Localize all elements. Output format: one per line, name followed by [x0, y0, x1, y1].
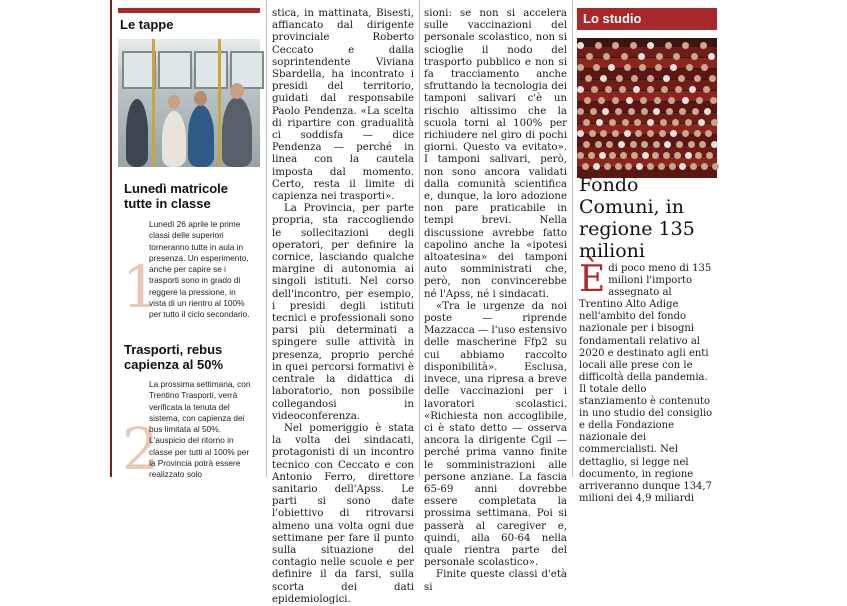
rightbox-title: Fondo Comuni, in regione 135 milioni [579, 174, 695, 262]
audience-head [659, 130, 666, 137]
rightbox-header-label: Lo studio [583, 11, 642, 26]
sidebar-header: Le tappe [120, 17, 174, 32]
audience-head [701, 64, 708, 71]
audience-head [710, 97, 717, 104]
audience-head [653, 141, 660, 148]
audience-head [703, 86, 710, 93]
audience-head [631, 152, 638, 159]
audience-head [666, 108, 673, 115]
item2-title: Trasporti, rebus capienza al 50% [124, 342, 223, 372]
audience-head [586, 53, 593, 60]
audience-head [700, 42, 707, 49]
audience-head [621, 53, 628, 60]
audience-head [639, 64, 646, 71]
audience-head [583, 119, 590, 126]
column-rule [266, 0, 267, 477]
audience-head [641, 108, 648, 115]
audience-head [606, 141, 613, 148]
audience-head [612, 42, 619, 49]
audience-head [590, 108, 597, 115]
audience-head [647, 75, 654, 82]
audience-head [599, 152, 606, 159]
audience-head [692, 108, 699, 115]
audience-head [698, 119, 705, 126]
audience-head [582, 163, 589, 170]
audience-head [602, 108, 609, 115]
audience-head [685, 152, 692, 159]
audience-head [620, 152, 627, 159]
audience-head [577, 108, 584, 115]
audience-head [674, 152, 681, 159]
audience-head [609, 152, 616, 159]
rightbox-body [579, 259, 715, 505]
audience-head [624, 130, 631, 137]
audience-head [699, 141, 706, 148]
audience-head [664, 141, 671, 148]
audience-head [660, 119, 667, 126]
audience-head [673, 53, 680, 60]
left-margin-rule [110, 0, 112, 477]
audience-head [624, 64, 631, 71]
audience-head [670, 130, 677, 137]
audience-head [647, 163, 654, 170]
audience-head [679, 163, 686, 170]
bus-interior-photo [118, 39, 260, 167]
audience-head [625, 163, 632, 170]
audience-head [706, 152, 713, 159]
audience-head [634, 119, 641, 126]
audience-head [654, 97, 661, 104]
audience-head [595, 141, 602, 148]
col1-paragraph: La Provincia, per parte propria, sta raccogliendo le sollecitazioni degli operatori, per definire la cornice, lasciando qualche margine di autonomia ai singoli istituti. Nel corso dell'incontro, per esempio, i presidi degli istituti tecnici e professionali sono parsi più determinati a spingere sulle attività in presenza, proprio perché in quei percorsi formativi è centrale la didattica di laboratorio, non possibile collegandosi in videoconferenza. [272, 203, 414, 422]
audience-head [669, 163, 676, 170]
audience-head [688, 141, 695, 148]
audience-head [615, 163, 622, 170]
audience-head [600, 75, 607, 82]
audience-head [628, 108, 635, 115]
audience-head [616, 75, 623, 82]
audience-head [691, 53, 698, 60]
sidebar-accent-bar [118, 8, 260, 13]
audience-head [675, 86, 682, 93]
audience-head [672, 119, 679, 126]
audience-head [577, 152, 584, 159]
audience-head [585, 75, 592, 82]
audience-head [655, 64, 662, 71]
audience-head [647, 119, 654, 126]
audience-head [663, 152, 670, 159]
col2-paragraph: Finite queste classi d'età si [424, 569, 567, 593]
audience-head [615, 108, 622, 115]
audience-head [622, 119, 629, 126]
audience-head [577, 64, 584, 71]
audience-head [641, 141, 648, 148]
col1-paragraph: Nel pomeriggio è stata la volta dei sindacati, protagonisti di un incontro tecnico con Ceccato e con Antonio Ferro, direttore sanitario dell'Apss. Le parti si sono date l'obiettivo di ritrovarsi almeno una volta ogni due settimane per fare il punto sulla situazione del contagio nelle scuole e per definire il da farsi, sulla scorta dei dati epidemiologici. [272, 422, 414, 605]
audience-head [596, 119, 603, 126]
article-column-2 [424, 8, 567, 594]
audience-head [668, 97, 675, 104]
audience-head [647, 42, 654, 49]
audience-head [690, 163, 697, 170]
audience-head [694, 130, 701, 137]
audience-head [665, 42, 672, 49]
sidebar-lo-studio [577, 0, 717, 504]
audience-head [593, 64, 600, 71]
audience-head [619, 86, 626, 93]
audience-head [638, 53, 645, 60]
audience-head [584, 97, 591, 104]
audience-head [612, 130, 619, 137]
audience-head [604, 163, 611, 170]
column-rule [419, 0, 420, 477]
col1-paragraph: stica, in mattinata, Bisesti, affiancato dal dirigente provinciale Roberto Ceccato e dalla soprintendente Viviana Sbardella, ha incontrato i presidi del territorio, guidati dal responsabile Paolo Pendenza. «La scelta di ripartire con gradualità ci soddisfa — dice Pendenza — perché in linea con la cautela imposta dal momento. Certo, resta il limite di capienza nei trasporti». [272, 8, 414, 203]
audience-head [630, 141, 637, 148]
audience-head [685, 119, 692, 126]
assembly-hall-photo [577, 38, 717, 168]
audience-head [689, 86, 696, 93]
audience-head [640, 97, 647, 104]
audience-head [653, 108, 660, 115]
audience-head [612, 97, 619, 104]
item1-title: Lunedì matricole tutte in classe [124, 181, 229, 211]
item1-body: Lunedì 26 aprile le prime classi delle superiori torneranno tutte in aula in presenza. Un esperimento, anche per capire se i trasporti sono in grado di reggere la pressione, in vista di un rientro al 100% per tutto il ciclo secondario. [149, 219, 250, 320]
article-column-1 [272, 8, 414, 606]
audience-head [626, 97, 633, 104]
audience-head [679, 108, 686, 115]
audience-head [589, 130, 596, 137]
audience-head [682, 42, 689, 49]
audience-head [658, 163, 665, 170]
audience-head [609, 119, 616, 126]
audience-head [708, 53, 715, 60]
audience-head [682, 130, 689, 137]
dropcap: È [579, 259, 606, 300]
audience-head [705, 130, 712, 137]
item2-body: La prossima settimana, con Trentino Trasporti, verrà verificata la tenuta del sistema, con capienza dei bus limitata al 50%. L'auspicio del ritorno in classe per tutti al 100% per la Provincia potrà essere realizzato solo [149, 379, 251, 480]
audience-head [712, 163, 719, 170]
audience-head [686, 64, 693, 71]
audience-head [633, 86, 640, 93]
audience-head [636, 163, 643, 170]
column-rule [572, 0, 573, 477]
audience-head [656, 53, 663, 60]
item2-number: 2 [122, 415, 159, 483]
item1-number: 1 [122, 253, 159, 321]
audience-head [577, 86, 584, 93]
audience-head [588, 152, 595, 159]
audience-head [577, 130, 584, 137]
audience-head [709, 75, 716, 82]
audience-head [591, 86, 598, 93]
col2-paragraph: «Tra le urgenze da noi poste — riprende Mazzacca — l'uso estensivo delle mascherine Ffp2 su cui abbiamo raccolto disponibilità». Esclusa, invece, una ripresa a breve delle vaccinazioni per i lavoratori scolastici. «Richiesta non accoglibile, ci è stato detto — osserva ancora la dirigente Cgil — perché prima vanno finite le somministrazioni alle persone anziane. La fascia 65-69 anni dovrebbe essere completata la prossima settimana. Poi si passerà al caregiver e, quindi, alla 60-64 nella quale rientra parte del personale scolastico». [424, 300, 567, 569]
audience-head [678, 75, 685, 82]
audience-head [670, 64, 677, 71]
audience-head [647, 130, 654, 137]
sidebar-le-tappe [118, 0, 260, 483]
audience-head [676, 141, 683, 148]
audience-head [605, 86, 612, 93]
audience-head [603, 53, 610, 60]
rightbox-header [577, 8, 717, 30]
audience-head [593, 163, 600, 170]
audience-head [711, 119, 718, 126]
audience-head [630, 42, 637, 49]
audience-head [600, 130, 607, 137]
audience-head [695, 152, 702, 159]
audience-head [652, 152, 659, 159]
audience-head [631, 75, 638, 82]
audience-head [701, 163, 708, 170]
audience-head [635, 130, 642, 137]
audience-head [642, 152, 649, 159]
audience-head [583, 141, 590, 148]
audience-head [647, 86, 654, 93]
audience-head [618, 141, 625, 148]
audience-head [694, 75, 701, 82]
audience-head [682, 97, 689, 104]
audience-head [577, 42, 584, 49]
audience-head [704, 108, 711, 115]
col2-paragraph: sioni: se non si accelera sulle vaccinazioni del personale scolastico, non si sciogliе il nodo del trasporto pubblico e non si fa tracciamento anche sfruttando la tecnologia dei tamponi salivari c'è un rischio altissimo che la scuola torni al 100% per richiudere nel giro di pochi giorni. Questo va evitato». I tamponi salivari, però, non sono ancora validati dalla comunità scientifica e, dunque, la loro adozione non pare praticabile in tempi brevi. Nella discussione avrebbe fatto capolino anche la «ipotesi altoatesina» dei tamponi auto somministrati che, però, non convincerebbe né l'Apss, né i sindacati. [424, 8, 567, 300]
audience-head [598, 97, 605, 104]
audience-head [595, 42, 602, 49]
audience-head [696, 97, 703, 104]
audience-head [608, 64, 615, 71]
audience-head [661, 86, 668, 93]
audience-head [711, 141, 718, 148]
rightbox-body-text: di poco meno di 135 milioni l'importo assegnato al Trentino Alto Adige nell'ambito del fondo nazionale per i bisogni fondamentali relativo al 2020 e destinato agli enti locali alle prese con le difficoltà della pandemia. Il totale dello stanziamento è contenuto in uno studio del consiglio e della Fondazione nazionale dei commercialisti. Nel dettaglio, si legge nel documento, in regione arriveranno dunque 134,7 milioni dei 4,9 miliardi [579, 263, 713, 504]
audience-head [663, 75, 670, 82]
